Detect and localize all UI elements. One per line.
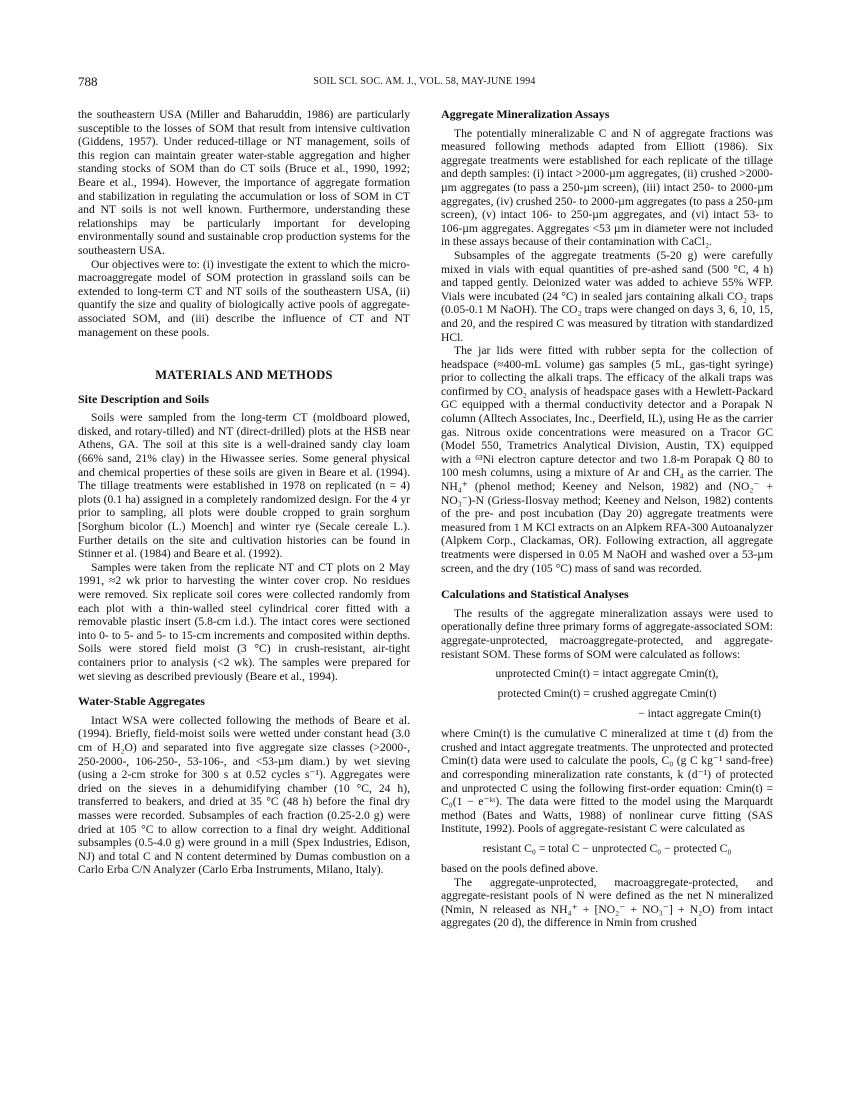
calc-paragraph-1: The results of the aggregate mineralization assays were used to operationally define three primary forms of aggregate-associated SOM: aggregate-unprotected, macroaggregate-protected, and aggregate-resistant SOM. These forms of SOM were calculated as follows: bbox=[441, 606, 773, 661]
equation-protected-continued: − intact aggregate Cmin(t) bbox=[638, 707, 761, 721]
page-header bbox=[78, 74, 771, 90]
ama-paragraph-3: The jar lids were fitted with rubber septa for the collection of headspace (≈400-mL volume) gas samples (5 mL, gas-tight syringe) prior to collecting the alkali traps. The efficacy of the alkali traps was confirmed by CO₂ analysis of headspace gases with a Hewlett-Packard GC equipped with a thermal conductivity detector and a Porapak N column (Alltech Associates, Inc., Deerfield, IL), using He as the carrier gas. Nitrous oxide concentrations were measured on a Tracor GC (Model 550, Trametrics Analytical Division, Austin, TX) equipped with a ⁶³Ni electron capture detector and two 1.8-m Porapak Q 80 to 100 mesh columns, using a mixture of Ar and CH₄ as the carrier. The NH₄⁺ (phenol method; Keeney and Nelson, 1982) and (NO₂⁻ + NO₃⁻)-N (Griess-Ilosvay method; Keeney and Nelson, 1982) contents of the pre- and post incubation (Day 20) aggregate treatments were measured from 1 M KCl extracts on an Alpkem RFA-300 Autoanalyzer (Alpkem Corp., Clackamas, OR). Following extraction, all aggregate treatments were dispersed in 0.05 M NaOH and washed over a 53-µm screen, and the dry (105 °C) mass of sand was recorded. bbox=[441, 344, 773, 575]
calc-paragraph-3: based on the pools defined above. bbox=[441, 861, 599, 875]
objectives-paragraph: Our objectives were to: (i) investigate the extent to which the micro-macroaggregate model of SOM protection in grassland soils can be extended to long-term CT and NT soils of the southeastern USA, (ii) quantify the size and quality of biologically active pools of aggregate-associated SOM, and (iii) describe the influence of CT and NT management on these pools. bbox=[78, 257, 410, 339]
calculations-heading: Calculations and Statistical Analyses bbox=[441, 587, 629, 602]
equation-unprotected: unprotected Cmin(t) = intact aggregate Cmin(t), bbox=[495, 667, 719, 681]
intro-paragraph-1: the southeastern USA (Miller and Baharuddin, 1986) are particularly susceptible to the losses of SOM that result from intensive cultivation (Giddens, 1957). Under reduced-tillage or NT management, soils of this region can maintain greater water-stable aggregation and higher standing stocks of SOM than do CT soils (Bruce et al., 1990, 1992; Beare et al., 1994). However, the importance of aggregate formation and stabilization in regulating the accumulation or loss of SOM in CT and NT soils is not well known. Furthermore, understanding these relationships may be particularly important for developing environmentally sound and sustainable crop production systems for the southeastern USA. bbox=[78, 108, 410, 257]
wsa-paragraph: Intact WSA were collected following the methods of Beare et al. (1994). Briefly, field-moist soils were wetted under constant head (3.0 cm of H₂O) and separated into five aggregate size classes (>2000-, 250-2000-, 106-250-, 53-106-, and <53-µm diam.) by wet sieving (using a 2-cm stroke for 300 s at 0.52 cycles s⁻¹). Aggregates were dried on the sieves in a dehumidifying chamber (10 °C, 24 h), transferred to beakers, and dried at 35 °C (48 h) before the final dry masses were recorded. Subsamples of each fraction (0.25-2.0 g) were dried at 105 °C to allow correction to a final dry weight. Additional subsamples (0.5-4.0 g) were ground in a mill (Spex Industries, Edison, NJ) and total C and N content determined by Dumas combustion on a Carlo Erba C/N Analyzer (Carlo Erba Instruments, Milano, Italy). bbox=[78, 713, 410, 877]
page-number: 788 bbox=[78, 74, 98, 89]
site-paragraph-2: Samples were taken from the replicate NT and CT plots on 2 May 1991, ≈2 wk prior to harvesting the winter cover crop. No residues were removed. Six replicate soil cores were collected randomly from each plot with a thin-walled steel cylindrical corer fitted with a removable plastic insert (5.8-cm i.d.). The intact cores were sectioned into 0- to 5- and 5- to 15-cm increments and composited within depths. Soils were stored field moist (3 °C) in crush-resistant, air-tight containers prior to analysis (<2 wk). The samples were prepared for wet sieving as described previously (Beare et al., 1994). bbox=[78, 560, 410, 683]
aggregate-mineralization-heading: Aggregate Mineralization Assays bbox=[441, 107, 610, 121]
running-head: SOIL SCI. SOC. AM. J., VOL. 58, MAY-JUNE 1994 bbox=[313, 76, 536, 87]
equation-protected: protected Cmin(t) = crushed aggregate Cmin(t) bbox=[497, 687, 717, 701]
equation-resistant: resistant C₀ = total C − unprotected C₀ − protected C₀ bbox=[482, 841, 732, 855]
ama-paragraph-2: Subsamples of the aggregate treatments (5-20 g) were carefully mixed in vials with equal quantities of pre-ashed sand (500 °C, 4 h) and tapped gently. Deionized water was added to achieve 55% WFP. Vials were incubated (24 °C) in sealed jars containing alkali CO₂ traps (0.05-0.1 M NaOH). The CO₂ traps were changed on days 3, 6, 10, 15, and 20, and the respired C was measured by titration with standardized HCl. bbox=[441, 248, 773, 344]
methods-heading: MATERIALS AND METHODS bbox=[155, 368, 333, 383]
right-column bbox=[441, 108, 773, 930]
left-column bbox=[78, 108, 410, 877]
site-description-heading: Site Description and Soils bbox=[78, 391, 210, 406]
calc-paragraph-2: where Cmin(t) is the cumulative C mineralized at time t (d) from the crushed and intact aggregate treatments. The unprotected and protected Cmin(t) data were used to calculate the pools, C₀ (g C kg⁻¹ sand-free) and corresponding mineralization rate constants, k (d⁻¹) of protected and unprotected C using the following first-order equation: Cmin(t) = C₀(1 − e⁻ᵏᵗ). The data were fitted to the model using the Marquardt method (Bates and Watts, 1988) of nonlinear curve fitting (SAS Institute, 1992). Pools of aggregate-resistant C were calculated as bbox=[441, 727, 773, 836]
site-paragraph-1: Soils were sampled from the long-term CT (moldboard plowed, disked, and rotary-tilled) and NT (direct-drilled) plots at the HSB near Athens, GA. The soil at this site is a well-drained sandy clay loam (66% sand, 21% clay) in the Hiwassee series. Some general physical and chemical properties of these soils are given in Beare et al. (1994). The tillage treatments were established in 1978 on replicated (n = 4) plots (0.1 ha) assigned in a completely randomized design. For the 4 yr prior to sampling, all plots were double cropped to grain sorghum [Sorghum bicolor (L.) Moench] and winter rye (Secale cereale L.). Further details on the site and cultivation histories can be found in Stinner et al. (1984) and Beare et al. (1992). bbox=[78, 411, 410, 561]
ama-paragraph-1: The potentially mineralizable C and N of aggregate fractions was measured following methods adapted from Elliott (1986). Six aggregate treatments were established for each replicate of the tillage and depth samples: (i) intact >2000-µm aggregates, (ii) crushed >2000-µm aggregates (to pass a 250-µm screen), (iii) intact 250- to 2000-µm aggregates, (iv) crushed 250- to 2000-µm aggregates (to pass a 250-µm screen), (v) intact 106- to 250-µm aggregates, and (vi) intact 53- to 106-µm aggregates. Aggregates <53 µm in diameter were not included in these assays because of their contamination with CaCl₂. bbox=[441, 126, 773, 249]
calc-paragraph-4: The aggregate-unprotected, macroaggregate-protected, and aggregate-resistant pools of N were defined as the net N mineralized (Nmin, N released as NH₄⁺ + [NO₂⁻ + NO₃⁻] + N₂O) from intact aggregates (20 d), the difference in Nmin from crushed bbox=[441, 875, 773, 930]
water-stable-aggregates-heading: Water-Stable Aggregates bbox=[78, 694, 205, 709]
